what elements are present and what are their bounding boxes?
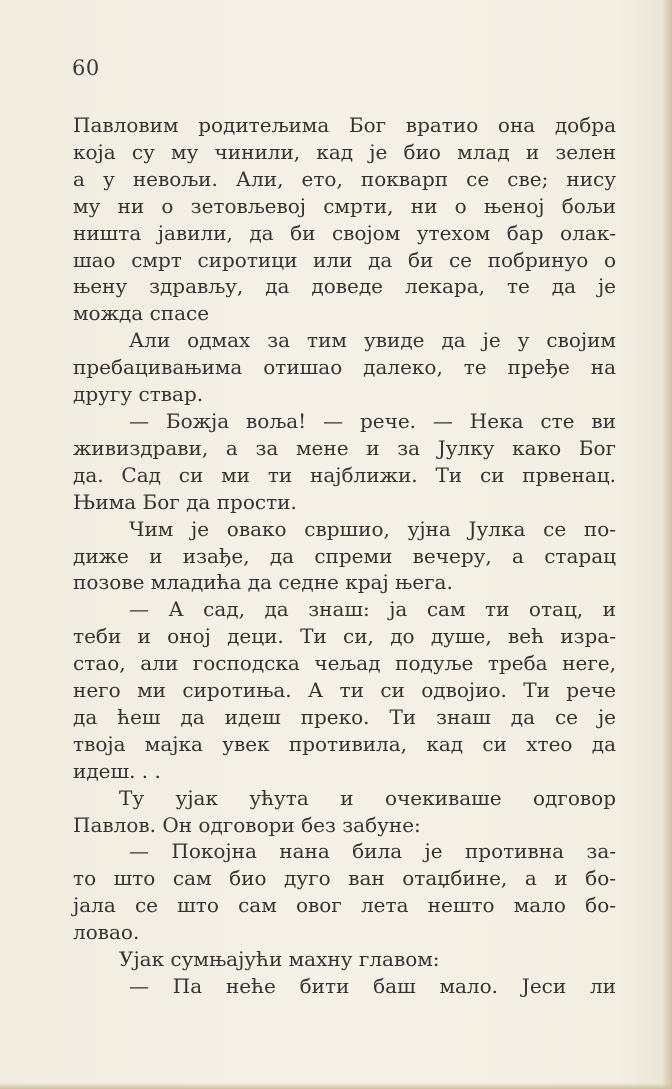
text-line: то што сам био дуго ван отаџбине, а и бо- <box>73 866 616 891</box>
text-line: му ни о зетовљевој смрти, ни о њеној бољи <box>73 193 616 218</box>
text-line: живиздрави, а за мене и за Јулку како Бог <box>73 435 616 460</box>
text-line: — Божја воља! — рече. — Нека сте ви <box>129 408 616 433</box>
text-line: а у невољи. Али, ето, покварп се све; нису <box>73 166 616 191</box>
page-edge-shadow <box>662 0 672 1089</box>
text-line: Ту ујак ућута и очекиваше одговор <box>119 785 616 810</box>
text-line: — Па неће бити баш мало. Јеси ли <box>129 974 616 998</box>
text-line: твоја мајка увек противила, кад си хтео да <box>73 731 616 756</box>
text-line: да. Сад си ми ти најближи. Ти си првенац. <box>73 462 616 487</box>
text-line: Њима Бог да прости. <box>73 489 297 514</box>
text-line: теби и оној деци. Ти си, до душе, већ изра- <box>73 624 616 649</box>
text-line: диже и изађе, да спреми вечеру, а старац <box>73 543 616 568</box>
text-line: — Покојна нана била је противна за- <box>129 839 616 864</box>
page-bottom-shadow <box>0 1083 672 1089</box>
text-line: — А сад, да знаш: ја сам ти отац, и <box>129 597 616 622</box>
text-line: него ми сиротиња. А ти си одвојио. Ти рече <box>73 678 616 703</box>
text-line: ловао. <box>73 920 140 945</box>
text-line: Ујак сумњајући махну главом: <box>119 947 440 972</box>
text-line: шао смрт сиротици или да би се побринуо о <box>73 247 616 272</box>
text-line: Павлов. Он одговори без забуне: <box>73 812 421 837</box>
text-line: јала се што сам овог лета нешто мало бо- <box>73 893 616 918</box>
page-number: 60 <box>72 56 100 80</box>
body-text <box>73 112 616 1000</box>
text-line: Павловим родитељима Бог вратио она добра <box>73 113 616 137</box>
text-line: пребацивањима отишао далеко, те пређе на <box>73 355 616 380</box>
text-line: која су му чинили, кад је био млад и зелен <box>73 139 616 164</box>
text-line: ништа јавили, да би својом утехом бар олак- <box>73 220 616 245</box>
text-line: другу ствар. <box>73 382 204 407</box>
text-line: Чим је овако свршио, ујна Јулка се по- <box>129 516 616 541</box>
text-line: стао, али господска чељад подуље треба неге, <box>73 651 616 676</box>
text-line: идеш. . . <box>73 758 161 783</box>
text-line: можда спасе <box>73 301 210 326</box>
text-line: Али одмах за тим увиде да је у својим <box>129 328 616 353</box>
text-line: њену здрављу, да доведе лекара, те да је <box>73 274 616 299</box>
text-line: да ћеш да идеш преко. Ти знаш да се је <box>73 704 616 729</box>
text-line: позове младића да седне крај њега. <box>73 570 453 595</box>
